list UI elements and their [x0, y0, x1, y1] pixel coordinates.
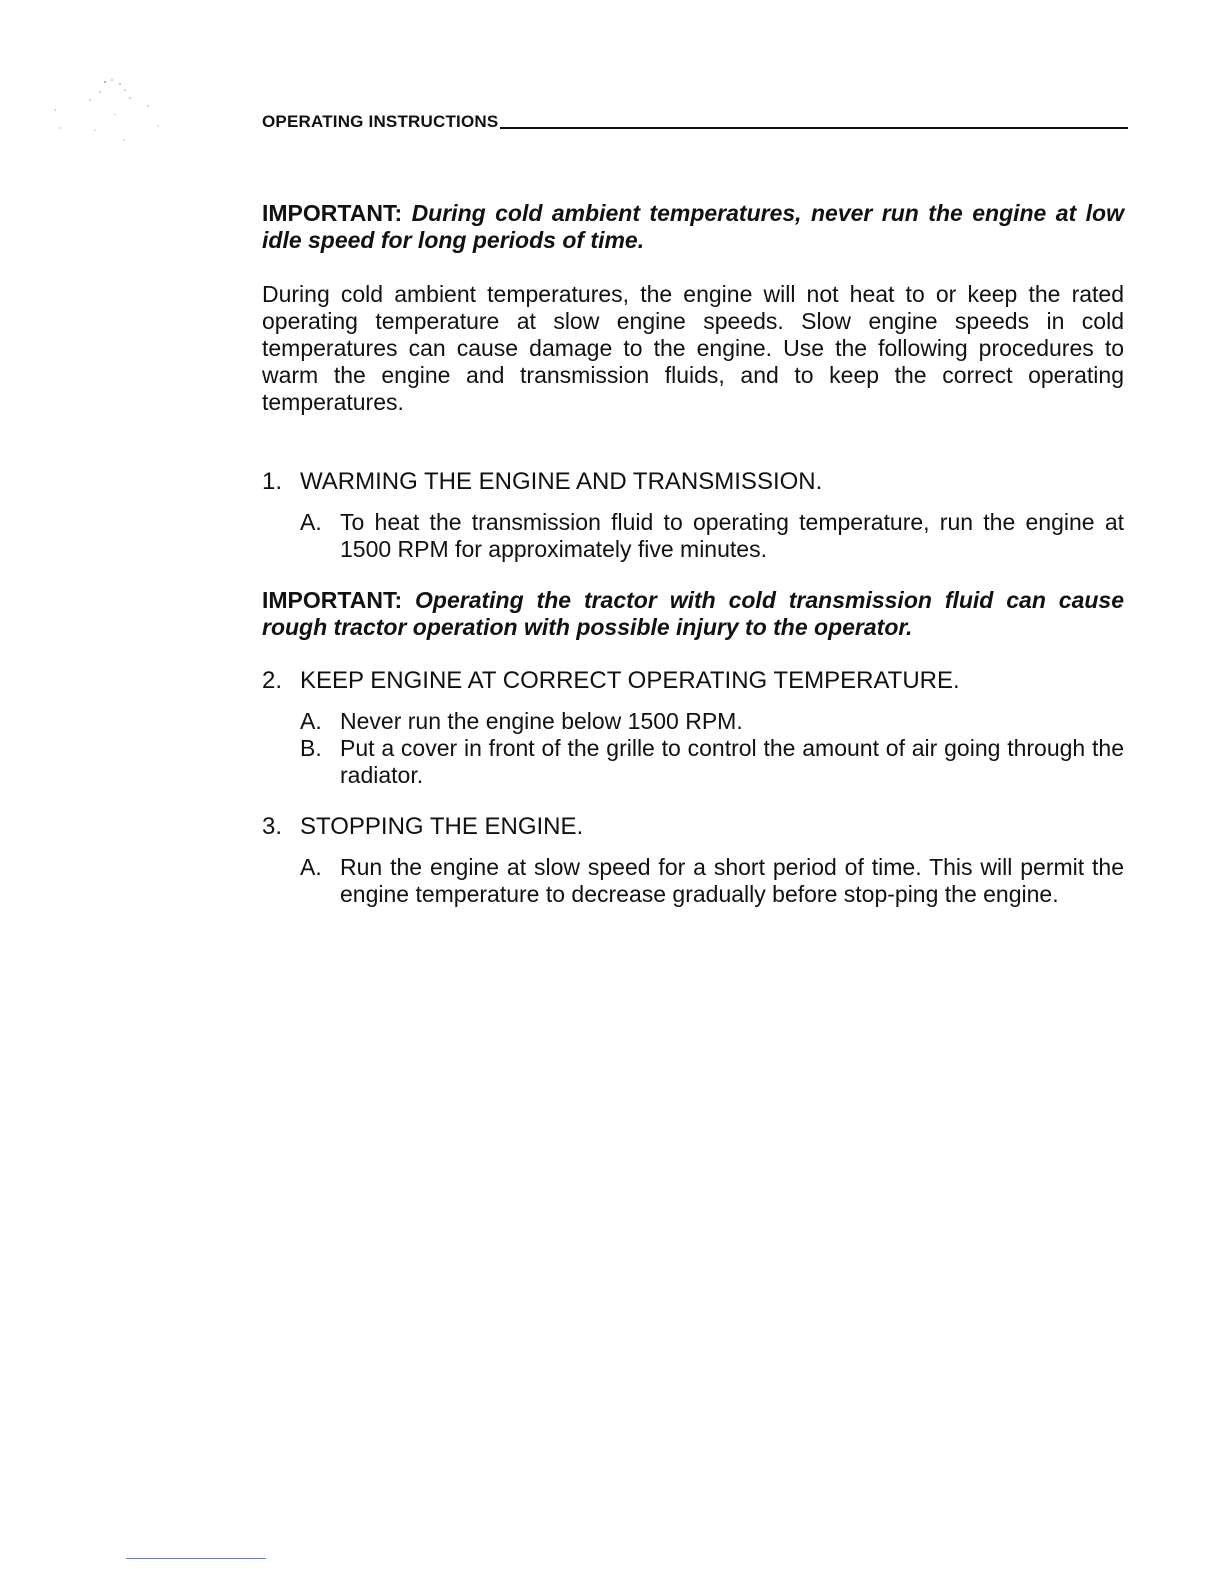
step-item: [300, 708, 1124, 735]
step-title: [262, 468, 1124, 495]
step-number: 1.: [262, 468, 283, 495]
step-1: [262, 468, 1124, 563]
scan-specks: [30, 70, 170, 150]
notice-lead: IMPORTANT:: [262, 587, 403, 613]
item-letter: A.: [300, 509, 322, 535]
item-text: Put a cover in front of the grille to control the amount of air going through the radiator.: [340, 735, 1124, 788]
item-letter: A.: [300, 708, 322, 734]
step-number: 2.: [262, 667, 283, 694]
item-text: Run the engine at slow speed for a short period of time. This will permit the engine temperature to decrease gradually before stop-ping the engine.: [340, 854, 1124, 907]
step-title: [262, 667, 1124, 694]
item-text: Never run the engine below 1500 RPM.: [340, 708, 743, 734]
step-item: [300, 509, 1124, 563]
footer-line: [126, 1558, 266, 1559]
notice-text: Operating the tractor with cold transmission fluid can cause rough tractor operation with possible injury to the operator.: [262, 587, 1125, 640]
intro-paragraph: During cold ambient temperatures, the engine will not heat to or keep the rated operating temperature at slow engine speeds. Slow engine speeds in cold temperatures can cause damage to the engine. Use the following procedures to warm the engine and transmission fluids, and to keep the correct operating temperatures.: [262, 281, 1124, 415]
step-2: [262, 667, 1124, 789]
step-title: [262, 813, 1124, 840]
item-letter: B.: [300, 735, 322, 761]
step-item: [300, 735, 1124, 789]
step-heading: KEEP ENGINE AT CORRECT OPERATING TEMPERATURE.: [300, 667, 960, 694]
step-3: [262, 813, 1124, 908]
step-heading: WARMING THE ENGINE AND TRANSMISSION.: [300, 468, 823, 495]
header-title: OPERATING INSTRUCTIONS: [262, 112, 499, 131]
notice-lead: IMPORTANT:: [262, 200, 403, 226]
item-text: To heat the transmission fluid to operating temperature, run the engine at 1500 RPM for approximately five minutes.: [340, 509, 1124, 562]
item-letter: A.: [300, 854, 322, 880]
page-content: [262, 200, 1124, 908]
header-rule: [500, 127, 1128, 129]
step-item: [300, 854, 1124, 908]
step-number: 3.: [262, 813, 283, 840]
important-notice-2: [262, 587, 1124, 641]
notice-text: During cold ambient temperatures, never run the engine at low idle speed for long periods of time.: [262, 200, 1124, 253]
step-heading: STOPPING THE ENGINE.: [300, 813, 584, 840]
page-header: [262, 112, 1128, 132]
important-notice-1: [262, 200, 1124, 254]
